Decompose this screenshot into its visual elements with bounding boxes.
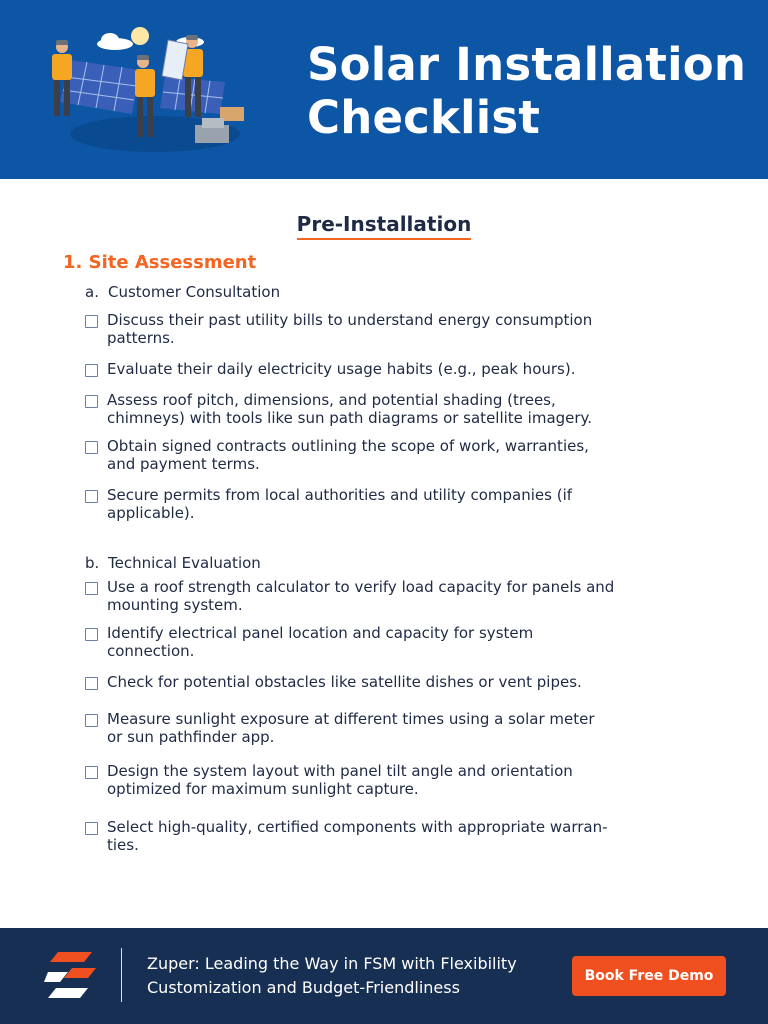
checkbox[interactable] bbox=[85, 677, 98, 690]
subsection-letter: b. bbox=[85, 554, 100, 572]
checklist-item[interactable] bbox=[85, 486, 655, 522]
footer-divider bbox=[121, 948, 122, 1002]
checkbox[interactable] bbox=[85, 582, 98, 595]
checklist-item[interactable] bbox=[85, 710, 655, 746]
checklist-item-text: Evaluate their daily electricity usage habits (e.g., peak hours). bbox=[107, 360, 576, 378]
checklist-item[interactable] bbox=[85, 311, 655, 347]
header-banner bbox=[0, 0, 768, 179]
page-title bbox=[307, 38, 757, 144]
footer-tagline bbox=[147, 952, 567, 1000]
subsection-customer-consultation bbox=[85, 283, 280, 301]
checklist-item-text: Check for potential obstacles like satellite dishes or vent pipes. bbox=[107, 673, 582, 691]
checklist-item-text: Use a roof strength calculator to verify load capacity for panels and mounting system. bbox=[107, 578, 615, 614]
checklist-item[interactable] bbox=[85, 391, 655, 427]
step-title: 1. Site Assessment bbox=[63, 252, 257, 273]
section-title: Pre-Installation bbox=[297, 212, 472, 240]
checklist-item[interactable] bbox=[85, 437, 655, 473]
checklist-item-text: Secure permits from local authorities and utility companies (if applicable). bbox=[107, 486, 573, 522]
checklist-item-text: Obtain signed contracts outlining the scope of work, warranties, and payment terms. bbox=[107, 437, 589, 473]
checklist-item-text: Select high-quality, certified components with appropriate warran- ties. bbox=[107, 818, 608, 854]
section-heading bbox=[0, 212, 768, 240]
solar-installers-illustration bbox=[40, 22, 255, 157]
checklist-item[interactable] bbox=[85, 624, 655, 660]
title-line-2: Checklist bbox=[307, 91, 541, 144]
checklist-item-text: Measure sunlight exposure at different times using a solar meter or sun pathfinder app. bbox=[107, 710, 595, 746]
subsection-letter: a. bbox=[85, 283, 99, 301]
checklist-item[interactable] bbox=[85, 673, 655, 691]
checkbox[interactable] bbox=[85, 490, 98, 503]
footer-tagline-line-1: Zuper: Leading the Way in FSM with Flexibility bbox=[147, 954, 517, 973]
checklist-item-text: Discuss their past utility bills to understand energy consumption patterns. bbox=[107, 311, 593, 347]
book-free-demo-button[interactable]: Book Free Demo bbox=[572, 956, 726, 996]
checkbox[interactable] bbox=[85, 364, 98, 377]
checkbox[interactable] bbox=[85, 395, 98, 408]
checklist-item[interactable] bbox=[85, 360, 655, 378]
checkbox[interactable] bbox=[85, 315, 98, 328]
checklist-item[interactable] bbox=[85, 578, 655, 614]
checklist-item-text: Identify electrical panel location and capacity for system connection. bbox=[107, 624, 534, 660]
checklist-item[interactable] bbox=[85, 762, 655, 798]
checkbox[interactable] bbox=[85, 822, 98, 835]
checkbox[interactable] bbox=[85, 766, 98, 779]
checklist-item-text: Design the system layout with panel tilt angle and orientation optimized for maximum sunlight capture. bbox=[107, 762, 573, 798]
checklist-item-text: Assess roof pitch, dimensions, and potential shading (trees, chimneys) with tools like sun path diagrams or satellite imagery. bbox=[107, 391, 593, 427]
subsection-technical-evaluation bbox=[85, 554, 261, 572]
subsection-label: Technical Evaluation bbox=[108, 554, 261, 572]
zuper-logo-icon bbox=[44, 950, 100, 1000]
checkbox[interactable] bbox=[85, 628, 98, 641]
checklist-item[interactable] bbox=[85, 818, 655, 854]
subsection-label: Customer Consultation bbox=[108, 283, 281, 301]
checkbox[interactable] bbox=[85, 714, 98, 727]
title-line-1: Solar Installation bbox=[307, 38, 747, 91]
checkbox[interactable] bbox=[85, 441, 98, 454]
footer-tagline-line-2: Customization and Budget-Friendliness bbox=[147, 978, 460, 997]
